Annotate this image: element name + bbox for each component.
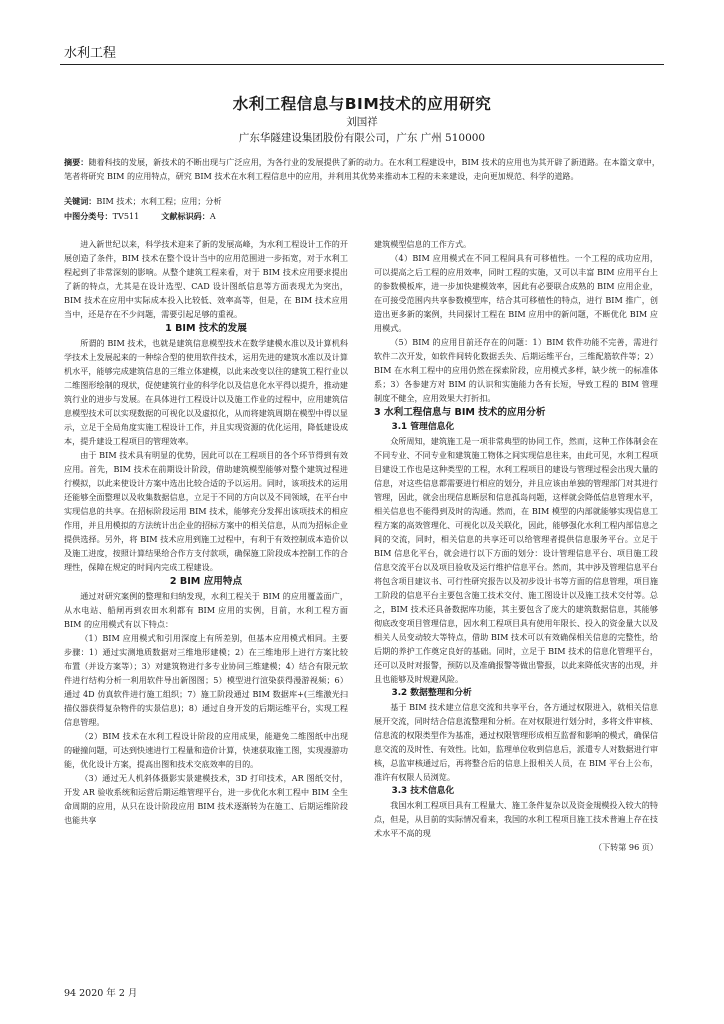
doc-code-value: A [209, 211, 216, 221]
right-column [374, 237, 658, 854]
abstract-text: 随着科技的发展，新技术的不断出现与广泛应用，为各行业的发展提供了新的动力。在水利工程建设中，BIM 技术的应用也为其开辟了新道路。在本篇文章中，笔者将研究 BIM 的应用特点，研究 BIM 技术在水利工程信息中的应用，并利用其优势来推动本工程的未来建设，走向更加规范、科学的道路。 [64, 157, 660, 181]
journal-name: 水利工程 [64, 46, 117, 61]
classification [64, 211, 216, 222]
section-2-paragraph: （3）通过无人机斜体摄影实景建模技术，3D 打印技术，AR 图纸交付，开发 AR 验收系统和运营后期运维管理平台，进一步优化水利工程中 BIM 全生命周期的应用，从只在设计阶段应用 BIM 技术逐渐转为在施工、后期运维阶段也能共享 [64, 773, 348, 825]
section-2-paragraph: （4）BIM 应用模式在不同工程间具有可移植性。一个工程的成功应用，可以提高之后工程的应用效率，同时工程的实施，又可以丰富 BIM 应用平台上的参数模板库，进一步加快建模效率，因此有必要联合成熟的 BIM 应用企业，在可接受范围内共享参数模型库，结合其可移植性的特点，进行 BIM 推广，创造出更多新的案例，共同探讨工程在 BIM 应用中的新问题，不断优化 BIM 应用模式。 [374, 253, 658, 333]
continued-on-note: （下转第 96 页） [593, 842, 658, 852]
subsection-3-3-paragraph: 我国水利工程项目具有工程量大、施工条件复杂以及资金規模投入较大的特点，但是，从目前的实际情况看来，我国的水利工程项目施工技术普遍上存在技术水平不高的现 [374, 800, 658, 838]
section-3-heading: 3 水利工程信息与 BIM 技术的应用分析 [374, 407, 546, 418]
left-column [64, 237, 348, 827]
abstract [64, 156, 660, 183]
section-2-heading: 2 BIM 应用特点 [169, 576, 243, 587]
keywords [64, 196, 222, 207]
clc-value: TV511 [112, 211, 140, 221]
doc-code-label: 文献标识码： [161, 211, 210, 221]
subsection-3-1-heading: 3.1 管理信息化 [391, 422, 455, 432]
paper-title: 水利工程信息与BIM技术的应用研究 [232, 95, 492, 113]
section-2-paragraph: （2）BIM 技术在水利工程设计阶段的应用成果，能避免二维图纸中出现的碰撞问题，可达到快速进行工程量和造价计算，快速获取施工图，实现漫游功能，优化设计方案，提高出图和技术交底效率的目的。 [64, 731, 348, 769]
intro-paragraph: 进入新世纪以来，科学技术迎来了新的发展高峰，为水利工程设计工作的开展创造了条件，BIM 技术在整个设计当中的应用范围进一步拓宽，对于水利工程起到了非常深刻的影响。从整个建筑工程来看，对于 BIM 技术应用要求提出了新的特点，尤其是在设计选型、CAD 设计图纸信息等方面表现尤为突出，BIM 技术在应用中实际成本投入比较低、效率高等，但是，在 BIM 技术应用当中，还是存在不少问题，需要引起足够的重视。 [64, 239, 348, 319]
page-footer: 94 2020 年 2 月 [64, 988, 138, 999]
keywords-text: BIM 技术；水利工程；应用；分析 [96, 196, 222, 206]
section-1-paragraph: 所谓的 BIM 技术，也就是建筑信息模型技术在数学建模水准以及计算机科学技术上发展起来的一种综合型的使用软件技术，运用先进的建筑水准以及计算机水平，能够完成建筑信息的三维立体建模，以此来改变以往的建筑工程行业以二维图形绘制的现状，促使建筑行业的科学化以及信息化水平得以提升，推动建筑行业的进步与发展。在具体进行工程设计以及施工作业的过程中，应用建筑信息模型技术可以实现数据的可视化以及虚拟化，从而将建筑周期在模型中得以显示，立足于全局角度实施工程设计工作，并且实现资源的优化运用，降低建设成本，提升建设工程项目的管理效率。 [64, 338, 348, 446]
paper-affiliation: 广东华隧建设集团股份有限公司，广东 广州 510000 [238, 132, 486, 144]
continued-paragraph: 建筑模型信息的工作方式。 [374, 239, 472, 249]
subsection-3-2-heading: 3.2 数据整理和分析 [391, 688, 472, 698]
subsection-3-1-paragraph: 众所周知，建筑施工是一项非常典型的协同工作，然而，这种工作体制会在不同专业、不同专业和建筑施工物体之间实现信息往来，由此可见，水利工程项目建设工作也是这种类型的工程，水利工程项目的建设与管理过程会出现大量的信息，对这些信息都需要进行相应的划分，并且应该由单独的管理部门对其进行管理，因此，就会出现信息断层和信息孤岛问题，这样就会降低信息管理水平，相关信息也不能得到及时的沟通。然而，在 BIM 模型的内部就能够实现信息工程方案的高效管理化、可视化以及关联化，因此，能够强化水利工程内部信息之间的交流，同时，相关信息的共享还可以给管理者提供信息服务平台。立足于 BIM 信息化平台，就会进行以下方面的划分：设计管理信息平台、项目施工段信息交流平台以及项目验收及运行维护信息平台。然而，其中涉及管理信息平台将包含项目建议书、可行性研究报告以及初步设计书等方面的信息管理，项目施工阶段的信息平台主要包含施工技术交付、施工图设计以及施工技术交付等。总之，BIM 技术还具备数据库功能，其主要包含了庞大的建筑数据信息，其能够彻底改变项目管理信息，因水利工程项目具有使用年限长、投入的资金量大以及相关人员变动较大等特点，借助 BIM 技术可以有效确保相关信息的完整性，给后期的养护工作奠定良好的基础。同时，立足于 BIM 技术的信息化管理平台，还可以及时对报警，预防以及准确报警等做出警报，以此来降低灾害的出现，并且也能够及时规避风险。 [374, 436, 658, 684]
section-2-paragraph: （1）BIM 应用模式和引用深度上有所差别，但基本应用模式相同。主要步骤：1）通过实测地质数据对三维地形建模；2）在三维地形上进行方案比较布置（并设方案等）；3）对建筑物进行多专业协同三维建模；4）结合有限元软件进行结构分析一利用软件导出新图图；5）模型进行渲染获得漫游视频；6）通过 4D 仿真软件进行施工组织；7）施工阶段通过 BIM 数据库+(三维激光扫描仪器获得复杂物件的实景信息)；8）通过自身开发的后期运维平台，实现工程信息管理。 [64, 633, 348, 727]
section-1-paragraph: 由于 BIM 技术具有明显的优势，因此可以在工程项目的各个环节得到有效应用。首先，BIM 技术在前期设计阶段，借助建筑模型能够对整个建筑过程进行模拟，以此来使设计方案中选出比较合适的予以运用。同时，该项技术的运用还能够全面整理以及收集数据信息，立足于不同的方向以及不同领域，在平台中实现信息的共享。在招标阶段运用 BIM 技术，能够充分发挥出该项技术的相应作用，并且用模拟的方法统计出企业的招标方案中的相关信息，从而为招标企业提供选择。另外，将 BIM 技术应用到施工过程中，有利于有效控制成本造价以及施工进度，按照计算结果给合作方支付款项，确保施工阶段成本控制工作的合理性，保障在规定的时间内完成工程建设。 [64, 450, 348, 572]
abstract-label: 摘要： [64, 157, 89, 167]
subsection-3-3-heading: 3.3 技术信息化 [391, 786, 455, 796]
keywords-label: 关键词： [64, 196, 97, 206]
clc-label: 中图分类号： [64, 211, 113, 221]
section-2-paragraph: （5）BIM 的应用目前还存在的问题：1）BIM 软件功能不完善，需进行软件二次开发，如软件间转化数据丢失、后期运维平台，三维配筋软件等；2）BIM 在水利工程中的应用仍然在探索阶段，应用模式多样，缺少统一的标准体系；3）各参建方对 BIM 的认识和实施能力各有长短，导致工程的 BIM 管理制度不健全，应用效果大打折扣。 [374, 337, 658, 403]
subsection-3-2-paragraph: 基于 BIM 技术建立信息交流和共享平台，各方通过权限进入，就相关信息展开交流，同时结合信息流整理和分析。在对权限进行划分时，多将文件审核、信息流的权限类型作为基准，通过权限管理形成相互监督和影响的模式，确保信息交流的及时性、有效性。比如，监理单位收到信息后，派遣专人对数据进行审核，总监审核通过后，再将整合后的信息上报相关人员，在 BIM 平台上公布，准许有权限人员浏览。 [374, 702, 658, 782]
section-2-paragraph: 通过对研究案例的整理和归纳发现，水利工程关于 BIM 的应用覆盖面广，从水电站、船闸再到农田水利都有 BIM 应用的实例，目前，水利工程方面 BIM 的应用模式有以下特点： [64, 591, 348, 629]
section-1-heading: 1 BIM 技术的发展 [165, 323, 247, 334]
paper-author: 刘国祥 [346, 116, 378, 128]
header-rule [60, 64, 664, 65]
